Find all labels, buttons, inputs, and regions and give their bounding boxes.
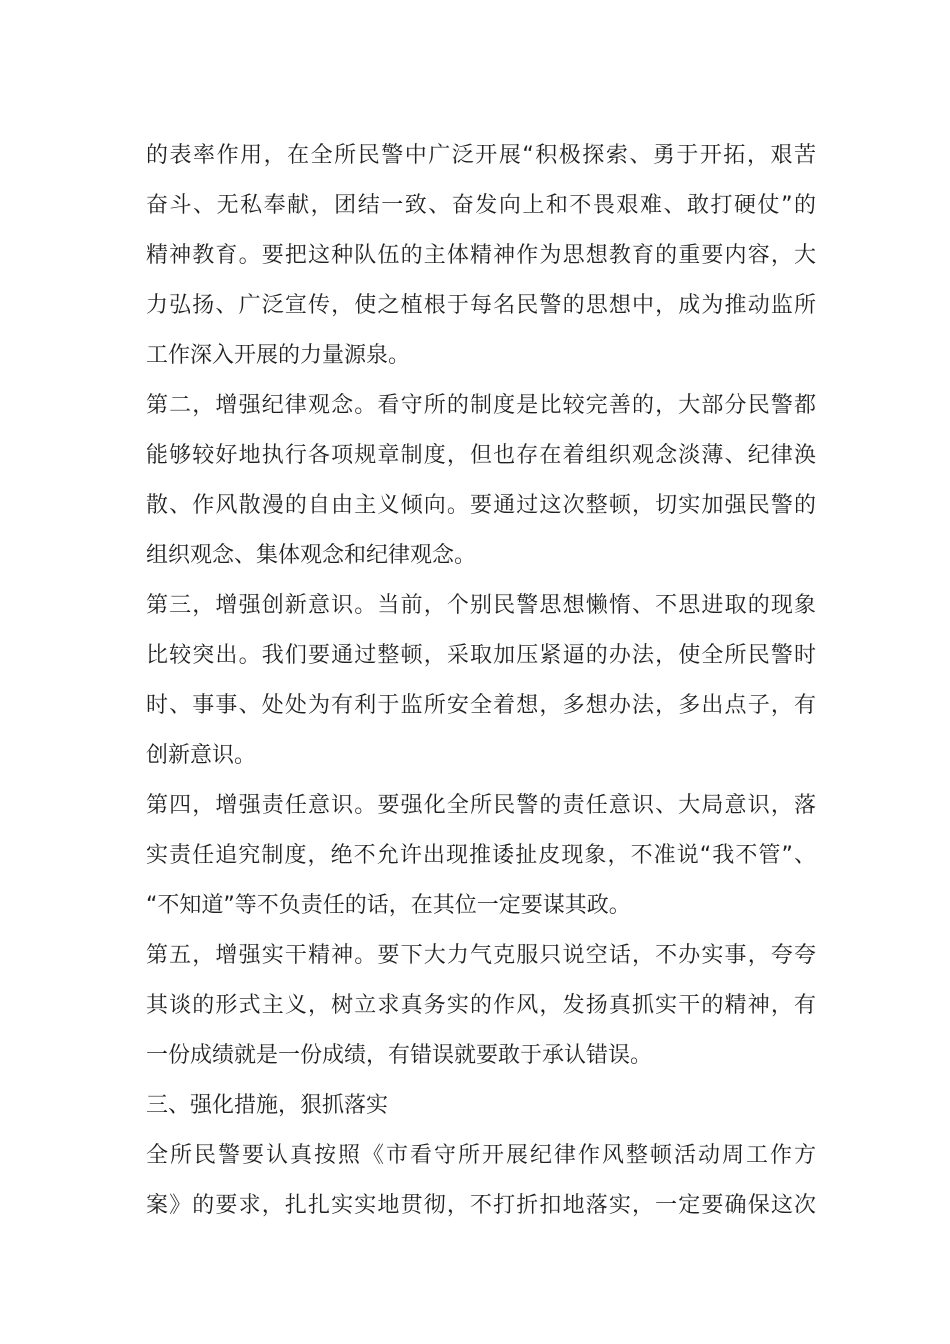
text-line: “不知道”等不负责任的话，在其位一定要谋其政。 [146,893,631,918]
text-line: 其谈的形式主义，树立求真务实的作风，发扬真抓实干的精神，有 [146,993,816,1018]
section-heading: 三、强化措施，狠抓落实 [146,1093,389,1118]
text-line: 组织观念、集体观念和纪律观念。 [146,543,477,568]
text-line: 比较突出。我们要通过整顿，采取加压紧逼的办法，使全所民警时 [146,643,816,668]
text-line: 实责任追究制度，绝不允许出现推诿扯皮现象，不准说“我不管”、 [146,843,816,868]
text-line: 奋斗、无私奉献，团结一致、奋发向上和不畏艰难、敢打硬仗”的 [146,193,816,218]
text-line: 的表率作用，在全所民警中广泛开展“积极探索、勇于开拓，艰苦 [146,143,816,168]
text-line: 案》的要求，扎扎实实地贯彻，不打折扣地落实，一定要确保这次 [146,1193,816,1218]
text-line: 工作深入开展的力量源泉。 [146,343,411,368]
text-line: 第五，增强实干精神。要下大力气克服只说空话，不办实事，夸夸 [146,943,816,968]
text-line: 一份成绩就是一份成绩，有错误就要敢于承认错误。 [146,1043,653,1068]
text-line: 第二，增强纪律观念。看守所的制度是比较完善的，大部分民警都 [146,393,816,418]
text-line: 时、事事、处处为有利于监所安全着想，多想办法，多出点子，有 [146,693,816,718]
document-body [146,131,816,1231]
text-line: 精神教育。要把这种队伍的主体精神作为思想教育的重要内容，大 [146,243,816,268]
text-line: 第三，增强创新意识。当前，个别民警思想懒惰、不思进取的现象 [146,593,816,618]
text-line: 力弘扬、广泛宣传，使之植根于每名民警的思想中，成为推动监所 [146,293,816,318]
text-line: 第四，增强责任意识。要强化全所民警的责任意识、大局意识，落 [146,793,816,818]
text-line: 全所民警要认真按照《市看守所开展纪律作风整顿活动周工作方 [146,1143,816,1168]
text-line: 能够较好地执行各项规章制度，但也存在着组织观念淡薄、纪律涣 [146,443,816,468]
text-line: 散、作风散漫的自由主义倾向。要通过这次整顿，切实加强民警的 [146,493,816,518]
text-line: 创新意识。 [146,743,257,768]
